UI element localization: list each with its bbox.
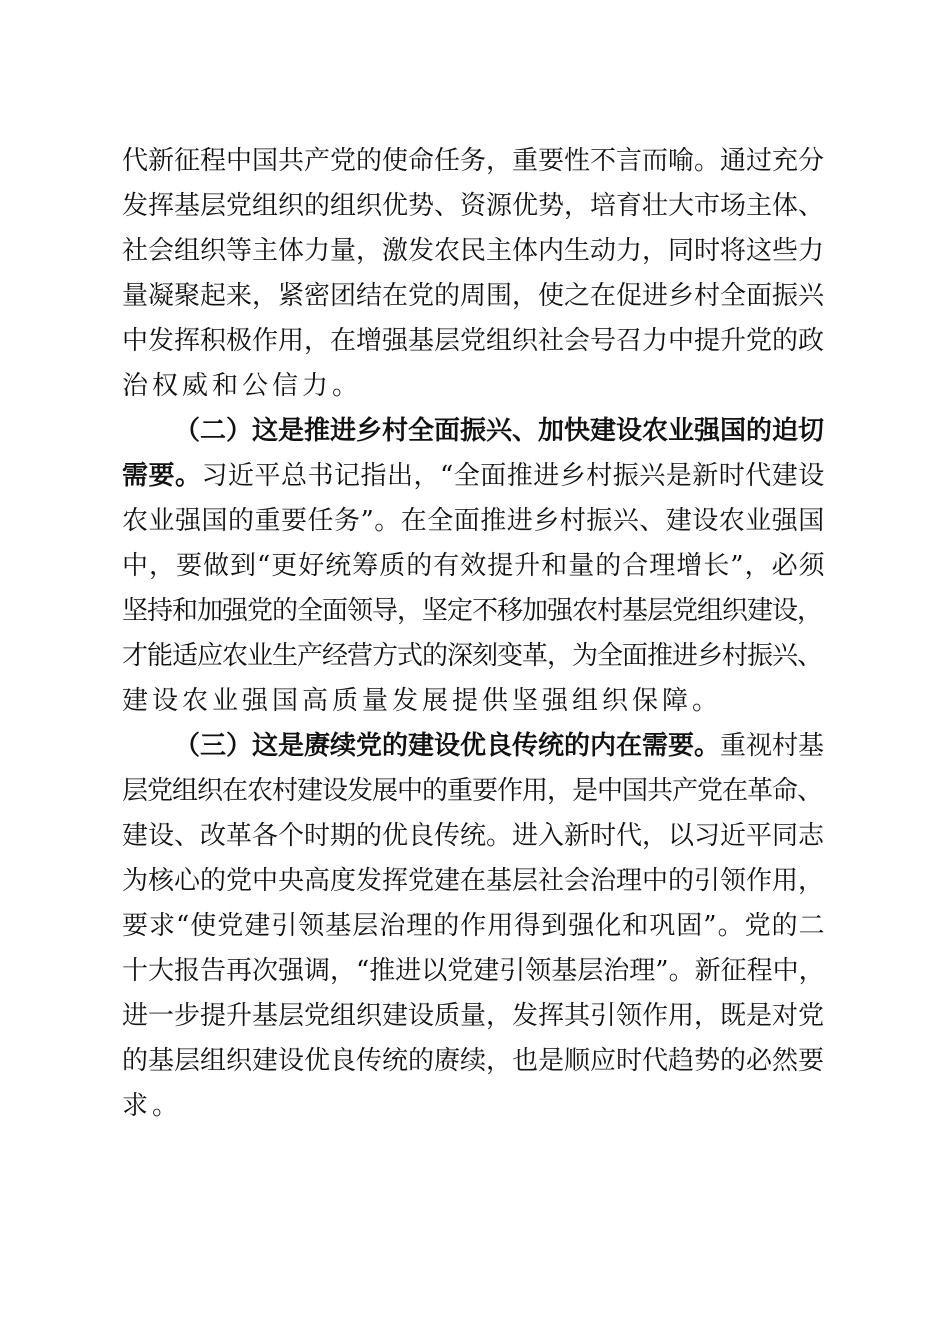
- paragraph-3-line-9: 求。: [122, 1091, 183, 1121]
- paragraph-2-line-6: 才能适应农业生产经营方式的深刻变革，为全面推进乡村振兴、: [122, 641, 823, 671]
- paragraph-3-line-1: [174, 726, 834, 766]
- paragraph-3-heading: （三）这是赓续党的建设优良传统的内在需要。: [174, 731, 721, 761]
- paragraph-1-line-2: 发挥基层党组织的组织优势、资源优势，培育壮大市场主体、: [122, 191, 825, 221]
- paragraph-3-line-2: 层党组织在农村建设发展中的重要作用，是中国共产党在革命、: [122, 776, 823, 806]
- paragraph-3-line-6: 十大报告再次强调，“推进以党建引领基层治理”。新征程中，: [122, 956, 825, 986]
- paragraph-2-line-3: 农业强国的重要任务”。在全面推进乡村振兴、建设农业强国: [122, 506, 825, 536]
- paragraph-2-line-5: 坚持和加强党的全面领导，坚定不移加强农村基层党组织建设，: [122, 596, 823, 626]
- paragraph-1-line-6: 治权威和公信力。: [122, 371, 363, 401]
- paragraph-3-line-1-text: 重视村基: [720, 731, 825, 761]
- paragraph-3-line-8: 的基层组织建设优良传统的赓续，也是顺应时代趋势的必然要: [122, 1046, 825, 1076]
- paragraph-2-heading: （二）这是推进乡村全面振兴、加快建设农业强国的迫切: [174, 416, 825, 446]
- paragraph-2-line-7: 建设农业强国高质量发展提供坚强组织保障。: [122, 686, 723, 716]
- paragraph-1-line-3: 社会组织等主体力量，激发农民主体内生动力，同时将这些力: [122, 236, 825, 266]
- paragraph-3-line-5: 要求“使党建引领基层治理的作用得到强化和巩固”。党的二: [122, 911, 826, 941]
- paragraph-1-line-1: 代新征程中国共产党的使命任务，重要性不言而喻。通过充分: [122, 146, 825, 176]
- paragraph-3-line-3: 建设、改革各个时期的优良传统。进入新时代，以习近平同志: [122, 821, 825, 851]
- paragraph-2-line-2-text: 习近平总书记指出，“全面推进乡村振兴是新时代建设: [201, 461, 825, 491]
- paragraph-1-line-5: 中发挥积极作用，在增强基层党组织社会号召力中提升党的政: [122, 326, 825, 356]
- paragraph-1-line-4: 量凝聚起来，紧密团结在党的周围，使之在促进乡村全面振兴: [122, 281, 825, 311]
- paragraph-2-heading-end: 需要。: [122, 461, 202, 491]
- paragraph-2-line-4: 中，要做到“更好统筹质的有效提升和量的合理增长”，必须: [122, 551, 826, 581]
- paragraph-3-line-4: 为核心的党中央高度发挥党建在基层社会治理中的引领作用，: [122, 866, 825, 896]
- paragraph-3-line-7: 进一步提升基层党组织建设质量，发挥其引领作用，既是对党: [122, 1001, 825, 1031]
- paragraph-2-line-2: [122, 456, 832, 496]
